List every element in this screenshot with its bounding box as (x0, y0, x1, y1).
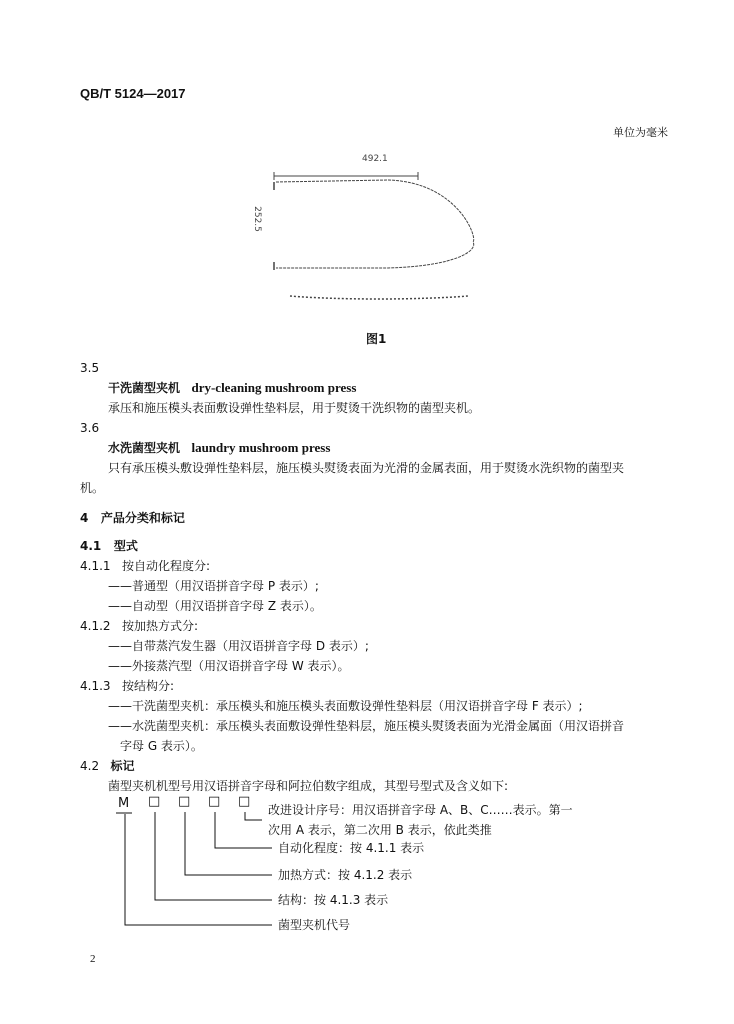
clause-3-5-number: 3.5 (80, 361, 100, 375)
clause-3-5-definition: 承压和施压模头表面敷设弹性垫料层，用于熨烫干洗织物的菌型夹机。 (108, 401, 481, 415)
clause-number: 4.1.3 (80, 679, 111, 693)
list-item-continuation: 字母 G 表示）。 (120, 739, 203, 753)
model-box-revision: □ (238, 794, 251, 809)
model-label-press-code: 菌型夹机代号 (278, 918, 351, 932)
model-label-heating: 加热方式：按 4.1.2 表示 (278, 868, 413, 882)
marking-intro: 菌型夹机机型号用汉语拼音字母和阿拉伯数字组成，其型号型式及含义如下: (108, 779, 509, 793)
page-number: 2 (90, 953, 96, 965)
clause-number: 4.1.2 (80, 619, 111, 633)
list-item: ——自带蒸汽发生器（用汉语拼音字母 D 表示）; (108, 639, 369, 653)
dimension-length: 492.1 (362, 154, 388, 164)
clause-title: 按加热方式分: (122, 619, 199, 633)
clause-3-6-definition-line2: 机。 (80, 481, 105, 495)
model-label-automation: 自动化程度：按 4.1.1 表示 (278, 841, 425, 855)
standard-code-header: QB/T 5124—2017 (80, 86, 186, 101)
clause-title: 按结构分: (122, 679, 175, 693)
model-box-structure: □ (148, 794, 161, 809)
clause-3-6-number: 3.6 (80, 421, 100, 435)
clause-title: 按自动化程度分: (122, 559, 211, 573)
list-item: ——干洗菌型夹机：承压模头和施压模头表面敷设弹性垫料层（用汉语拼音字母 F 表示）; (108, 699, 583, 713)
model-prefix-letter: M (118, 796, 130, 811)
term-cn: 水洗菌型夹机 (108, 441, 181, 455)
clause-3-6-definition-line1: 只有承压模头敷设弹性垫料层，施压模头熨烫表面为光滑的金属表面，用于熨烫水洗织物的菌型夹 (108, 461, 625, 475)
model-label-revision-line2: 次用 A 表示，第二次用 B 表示，依此类推 (268, 823, 492, 837)
model-label-structure: 结构：按 4.1.3 表示 (278, 893, 389, 907)
list-item: ——外接蒸汽型（用汉语拼音字母 W 表示）。 (108, 659, 350, 673)
section-number: 4.1 (80, 539, 102, 553)
clause-number: 4.1.1 (80, 559, 111, 573)
term-cn: 干洗菌型夹机 (108, 381, 181, 395)
figure-caption: 图1 (366, 332, 387, 346)
model-label-revision-line1: 改进设计序号：用汉语拼音字母 A、B、C……表示。第一 (268, 803, 573, 817)
section-title: 产品分类和标记 (100, 511, 185, 525)
section-title: 型式 (113, 539, 138, 553)
model-box-automation: □ (208, 794, 221, 809)
term-en: laundry mushroom press (191, 440, 331, 455)
list-item: ——普通型（用汉语拼音字母 P 表示）; (108, 579, 319, 593)
unit-note: 单位为毫米 (613, 126, 668, 139)
section-title: 标记 (110, 759, 135, 773)
list-item: ——水洗菌型夹机：承压模头表面敷设弹性垫料层，施压模头熨烫表面为光滑金属面（用汉语拼音 (108, 719, 625, 733)
term-en: dry-cleaning mushroom press (191, 380, 357, 395)
model-box-heating: □ (178, 794, 191, 809)
section-number: 4 (80, 511, 89, 525)
section-number: 4.2 (80, 759, 100, 773)
list-item: ——自动型（用汉语拼音字母 Z 表示）。 (108, 599, 322, 613)
dimension-width: 252.5 (251, 206, 262, 232)
